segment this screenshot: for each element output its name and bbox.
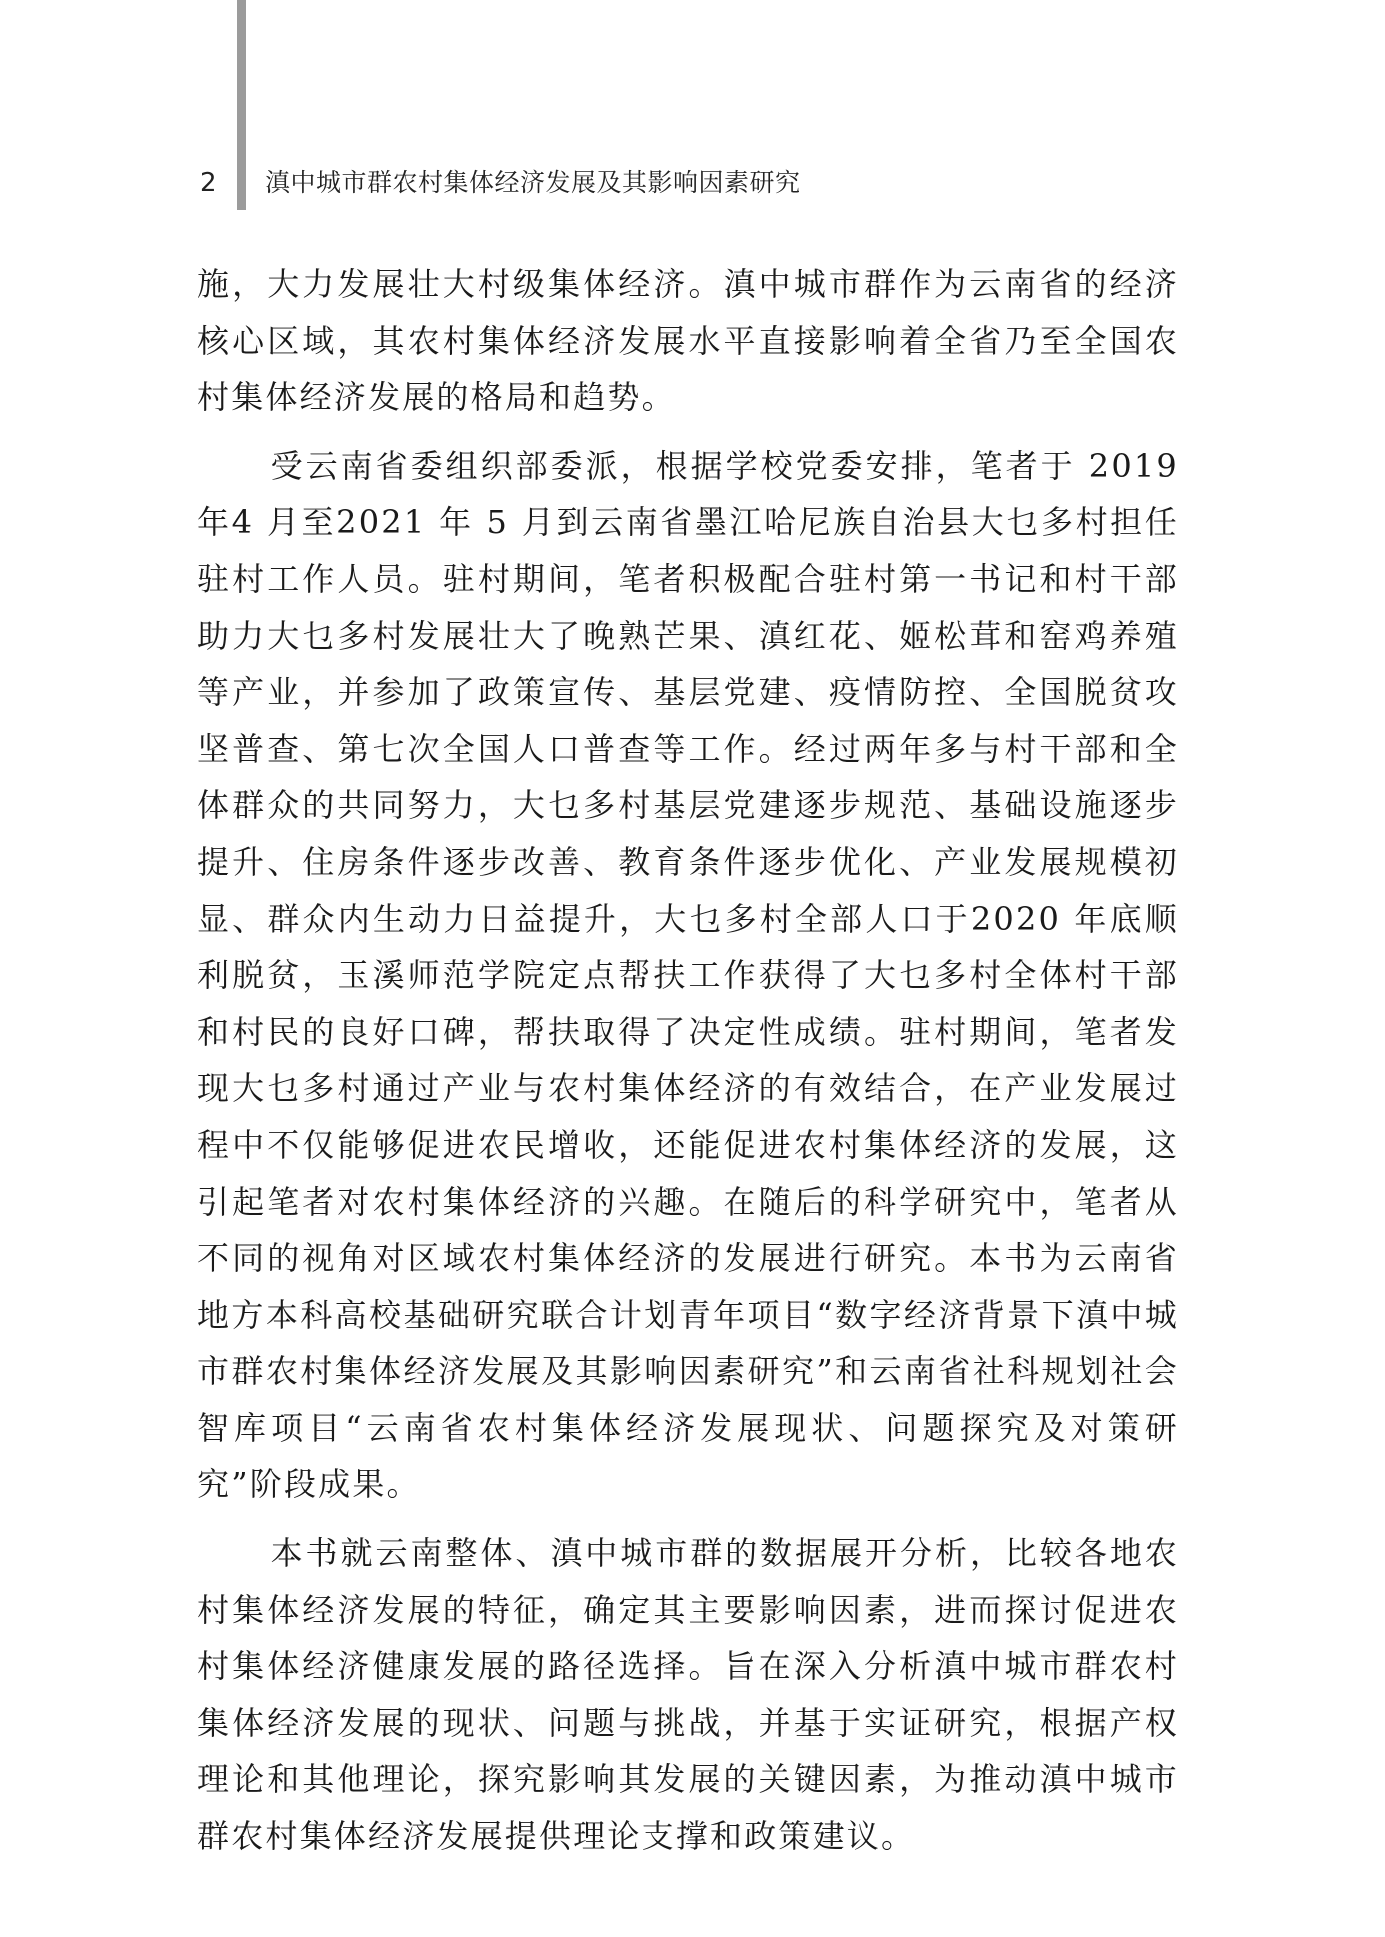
paragraph-2: 受云南省委组织部委派，根据学校党委安排，笔者于 2019 年4 月至2021 年 5 月到云南省墨江哈尼族自治县大乜多村担任驻村工作人员。驻村期间，笔者积极配合驻村第一书记和村干部助力大乜多村发展壮大了晚熟芒果、滇红花、姬松茸和窑鸡养殖等产业，并参加了政策宣传、基层党建、疫情防控、全国脱贫攻坚普查、第七次全国人口普查等工作。经过两年多与村干部和全体群众的共同努力，大乜多村基层党建逐步规范、基础设施逐步提升、住房条件逐步改善、教育条件逐步优化、产业发展规模初显、群众内生动力日益提升，大乜多村全部人口于2020 年底顺利脱贫，玉溪师范学院定点帮扶工作获得了大乜多村全体村干部和村民的良好口碑，帮扶取得了决定性成绩。驻村期间，笔者发现大乜多村通过产业与农村集体经济的有效结合，在产业发展过程中不仅能够促进农民增收，还能促进农村集体经济的发展，这引起笔者对农村集体经济的兴趣。在随后的科学研究中，笔者从不同的视角对区域农村集体经济的发展进行研究。本书为云南省地方本科高校基础研究联合计划青年项目“数字经济背景下滇中城市群农村集体经济发展及其影响因素研究”和云南省社科规划社会智库项目“云南省农村集体经济发展现状、问题探究及对策研究”阶段成果。 [197,446,1179,1504]
paragraph-3: 本书就云南整体、滇中城市群的数据展开分析，比较各地农村集体经济发展的特征，确定其主要影响因素，进而探讨促进农村集体经济健康发展的路径选择。旨在深入分析滇中城市群农村集体经济发展的现状、问题与挑战，并基于实证研究，根据产权理论和其他理论，探究影响其发展的关键因素，为推动滇中城市群农村集体经济发展提供理论支撑和政策建议。 [197,1534,1179,1856]
header-rule [237,0,246,210]
page-number: 2 [200,168,217,198]
body-text [197,256,1179,1865]
running-title: 滇中城市群农村集体经济发展及其影响因素研究 [265,168,801,197]
paragraph-1: 施，大力发展壮大村级集体经济。滇中城市群作为云南省的经济核心区域，其农村集体经济发展水平直接影响着全省乃至全国农村集体经济发展的格局和趋势。 [197,265,1179,417]
